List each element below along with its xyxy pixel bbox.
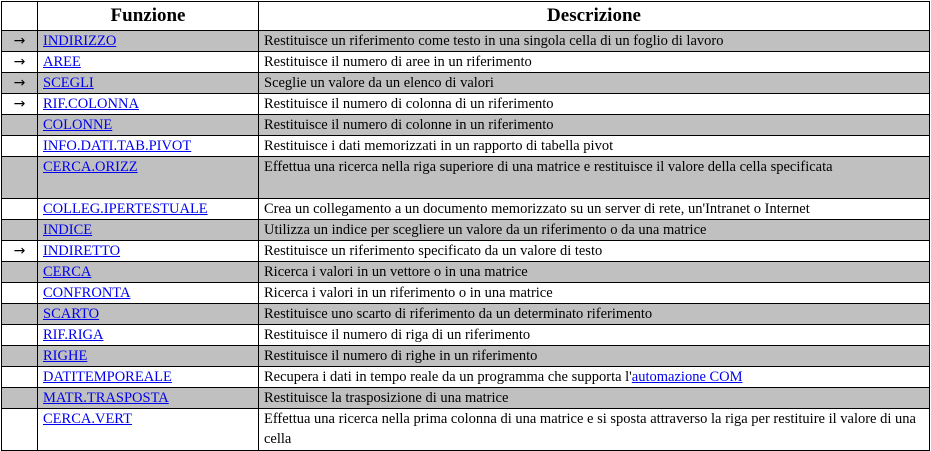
- table-row: [2, 325, 930, 346]
- function-cell: [38, 31, 259, 52]
- function-cell: [38, 220, 259, 241]
- arrow-cell: [2, 304, 38, 325]
- table-row: [2, 388, 930, 409]
- description-text: Restituisce il numero di colonna di un riferimento: [264, 96, 554, 112]
- description-text: Effettua una ricerca nella riga superiore di una matrice e restituisce il valore della cella specificata: [264, 159, 833, 175]
- description-cell: [259, 283, 930, 304]
- description-text: Restituisce uno scarto di riferimento da un determinato riferimento: [264, 306, 653, 322]
- description-text: Restituisce un riferimento specificato da un valore di testo: [264, 243, 603, 259]
- description-link[interactable]: automazione COM: [631, 369, 743, 385]
- description-text: Effettua una ricerca nella prima colonna di una matrice e si sposta attraverso la riga per restituire il valore di una cella: [264, 411, 916, 447]
- function-link[interactable]: COLLEG.IPERTESTUALE: [43, 201, 208, 217]
- description-text: Ricerca i valori in un vettore o in una matrice: [264, 264, 528, 280]
- function-cell: [38, 409, 259, 451]
- table-row: [2, 52, 930, 73]
- table-row: [2, 94, 930, 115]
- arrow-cell: [2, 157, 38, 199]
- arrow-cell: [2, 283, 38, 304]
- arrow-right-icon: →: [13, 243, 26, 259]
- arrow-cell: [2, 94, 38, 115]
- description-cell: [259, 94, 930, 115]
- arrow-cell: [2, 346, 38, 367]
- description-cell: [259, 136, 930, 157]
- arrow-cell: [2, 220, 38, 241]
- arrow-right-icon: →: [13, 33, 26, 49]
- function-cell: [38, 388, 259, 409]
- function-cell: [38, 325, 259, 346]
- description-text: Restituisce i dati memorizzati in un rapporto di tabella pivot: [264, 138, 614, 154]
- arrow-right-icon: →: [13, 54, 26, 70]
- arrow-cell: [2, 367, 38, 388]
- function-cell: [38, 346, 259, 367]
- description-text: Restituisce la trasposizione di una matrice: [264, 390, 509, 406]
- description-cell: [259, 262, 930, 283]
- function-cell: [38, 304, 259, 325]
- table-row: [2, 262, 930, 283]
- arrow-cell: [2, 388, 38, 409]
- table-row: [2, 157, 930, 199]
- description-text: Restituisce un riferimento come testo in una singola cella di un foglio di lavoro: [264, 33, 724, 49]
- function-link[interactable]: RIGHE: [43, 348, 88, 364]
- arrow-cell: [2, 325, 38, 346]
- function-cell: [38, 52, 259, 73]
- function-cell: [38, 241, 259, 262]
- description-cell: [259, 73, 930, 94]
- function-cell: [38, 115, 259, 136]
- table-row: [2, 115, 930, 136]
- function-cell: [38, 94, 259, 115]
- arrow-cell: [2, 241, 38, 262]
- table-row: [2, 31, 930, 52]
- functions-table: [1, 1, 930, 451]
- description-text: Sceglie un valore da un elenco di valori: [264, 75, 494, 91]
- header-arrow-cell: [2, 2, 38, 31]
- table-row: [2, 136, 930, 157]
- function-cell: [38, 367, 259, 388]
- description-text: Restituisce il numero di aree in un riferimento: [264, 54, 532, 70]
- function-link[interactable]: MATR.TRASPOSTA: [43, 390, 169, 406]
- table-row: [2, 283, 930, 304]
- function-link[interactable]: RIF.RIGA: [43, 327, 104, 343]
- function-link[interactable]: SCEGLI: [43, 75, 94, 91]
- description-cell: [259, 346, 930, 367]
- description-cell: [259, 157, 930, 199]
- header-descrizione: Descrizione: [259, 2, 930, 31]
- arrow-cell: [2, 31, 38, 52]
- function-link[interactable]: CONFRONTA: [43, 285, 131, 301]
- arrow-cell: [2, 262, 38, 283]
- function-link[interactable]: CERCA.ORIZZ: [43, 159, 138, 175]
- description-cell: [259, 31, 930, 52]
- description-text: Restituisce il numero di righe in un riferimento: [264, 348, 538, 364]
- arrow-right-icon: →: [13, 96, 26, 112]
- description-text: Utilizza un indice per scegliere un valore da un riferimento o da una matrice: [264, 222, 707, 238]
- arrow-right-icon: →: [13, 75, 26, 91]
- description-text: Restituisce il numero di colonne in un riferimento: [264, 117, 554, 133]
- description-text: Ricerca i valori in un riferimento o in una matrice: [264, 285, 553, 301]
- description-cell: [259, 388, 930, 409]
- description-cell: [259, 52, 930, 73]
- table-row: [2, 241, 930, 262]
- table-row: [2, 304, 930, 325]
- function-cell: [38, 283, 259, 304]
- description-cell: [259, 409, 930, 451]
- arrow-cell: [2, 115, 38, 136]
- table-row: [2, 199, 930, 220]
- table-row: [2, 346, 930, 367]
- function-link[interactable]: RIF.COLONNA: [43, 96, 139, 112]
- description-text: Recupera i dati in tempo reale da un programma che supporta l': [264, 369, 632, 385]
- arrow-cell: [2, 409, 38, 451]
- function-link[interactable]: DATITEMPOREALE: [43, 369, 172, 385]
- function-link[interactable]: CERCA: [43, 264, 92, 280]
- function-link[interactable]: INDICE: [43, 222, 93, 238]
- description-cell: [259, 325, 930, 346]
- description-cell: [259, 241, 930, 262]
- function-cell: [38, 136, 259, 157]
- description-text: Restituisce il numero di riga di un riferimento: [264, 327, 531, 343]
- description-cell: [259, 220, 930, 241]
- function-link[interactable]: AREE: [43, 54, 81, 70]
- description-cell: [259, 367, 930, 388]
- function-cell: [38, 73, 259, 94]
- header-row: [2, 2, 930, 31]
- description-cell: [259, 115, 930, 136]
- description-text: Crea un collegamento a un documento memorizzato su un server di rete, un'Intranet o Internet: [264, 201, 810, 217]
- function-link[interactable]: INDIRIZZO: [43, 33, 117, 49]
- function-cell: [38, 262, 259, 283]
- function-link[interactable]: INFO.DATI.TAB.PIVOT: [43, 138, 192, 154]
- table-row: [2, 73, 930, 94]
- description-cell: [259, 199, 930, 220]
- function-link[interactable]: COLONNE: [43, 117, 113, 133]
- table-row: [2, 409, 930, 451]
- function-cell: [38, 157, 259, 199]
- table-row: [2, 220, 930, 241]
- function-link[interactable]: INDIRETTO: [43, 243, 121, 259]
- function-cell: [38, 199, 259, 220]
- description-cell: [259, 304, 930, 325]
- header-funzione: Funzione: [38, 2, 259, 31]
- arrow-cell: [2, 199, 38, 220]
- table-row: [2, 367, 930, 388]
- function-link[interactable]: CERCA.VERT: [43, 411, 132, 427]
- function-link[interactable]: SCARTO: [43, 306, 100, 322]
- table-body: [2, 31, 930, 451]
- arrow-cell: [2, 52, 38, 73]
- arrow-cell: [2, 73, 38, 94]
- arrow-cell: [2, 136, 38, 157]
